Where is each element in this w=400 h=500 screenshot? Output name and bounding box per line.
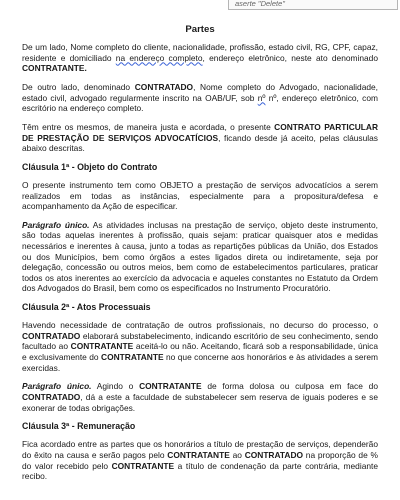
clause-2-heading: Cláusula 2ª - Atos Processuais — [22, 302, 151, 313]
document-title: Partes — [185, 24, 215, 35]
clause-3-heading: Cláusula 3ª - Remuneração — [22, 421, 136, 432]
clause-1-sole-paragraph: Parágrafo único. As atividades inclusas na prestação de serviço, objeto deste instrumento, são todas aquelas inerentes à profissão, quais sejam: praticar quaisquer atos e medidas necessários e inerentes à causa, junto a todas as repartições públicas da União, dos Estados ou dos Municípios, bem como órgãos a estes ligados direta ou indiretamente, seja por delegação, concessão ou outros meios, bem como de estabelecimentos particulares, praticar todos os atos inerentes ao exercício da advocacia e aqueles constantes no Estatuto da Ordem dos Advogados do Brasil, bem como os especificados no Instrumento Procuratório. — [22, 219, 378, 294]
clause-1-heading: Cláusula 1ª - Objeto do Contrato — [22, 161, 158, 172]
clause-2-sole-paragraph: Parágrafo único. Agindo o CONTRATANTE de forma dolosa ou culposa em face do CONTRATADO, dá a este a faculdade de substabelecer sem reserva de iguais poderes e se exonerar de todas obrigações. — [22, 381, 378, 413]
contract-intro-paragraph: Têm entre os mesmos, de maneira justa e acordada, o presente CONTRATO PARTICULAR DE PRESTAÇÃO DE SERVIÇOS ADVOCATÍCIOS, ficando desde já aceito, pelas cláusulas abaixo descritas. — [22, 121, 378, 154]
clause-2-paragraph: Havendo necessidade de contratação de outros profissionais, no decurso do processo, o CONTRATADO elaborará substabelecimento, indicando escritório de seu conhecimento, sendo facultado ao CONTRATANTE aceitá-lo ou não. Aceitando, ficará sob a responsabilidade, única e exclusivamente do CONTRATANTE no que concerne aos honorários e às atividades a serem exercidas. — [22, 320, 378, 373]
comment-note: aserte "Delete" — [228, 0, 398, 10]
parties-paragraph-contratante: De um lado, Nome completo do cliente, nacionalidade, profissão, estado civil, RG, CPF, capaz, residente e domiciliado na endereço completo, endereço eletrônico, neste ato denominado CONTRATANTE. — [22, 42, 378, 74]
spellcheck-underline: nº — [257, 92, 266, 103]
clause-3-paragraph: Fica acordado entre as partes que os honorários a título de prestação de serviços, dependerão do êxito na causa e serão pagos pelo CONTRATANTE ao CONTRATADO na proporção de % do valor recebido pelo CONTRATANTE a título de condenação da parte contrária, mediante recibo. — [22, 439, 378, 482]
document-body — [22, 42, 378, 490]
parties-paragraph-contratado: De outro lado, denominado CONTRATADO, Nome completo do Advogado, nacionalidade, estado civil, advogado regularmente inscrito na OAB/UF, sob nº nº, endereço eletrônico, com escritório na endereço completo. — [22, 81, 378, 114]
clause-1-paragraph: O presente instrumento tem como OBJETO a prestação de serviços advocatícios a serem realizados em todas as instâncias, especialmente para a propositura/defesa e acompanhamento da Ação de especificar. — [22, 179, 378, 212]
spellcheck-underline: na endereço completo — [115, 52, 203, 63]
